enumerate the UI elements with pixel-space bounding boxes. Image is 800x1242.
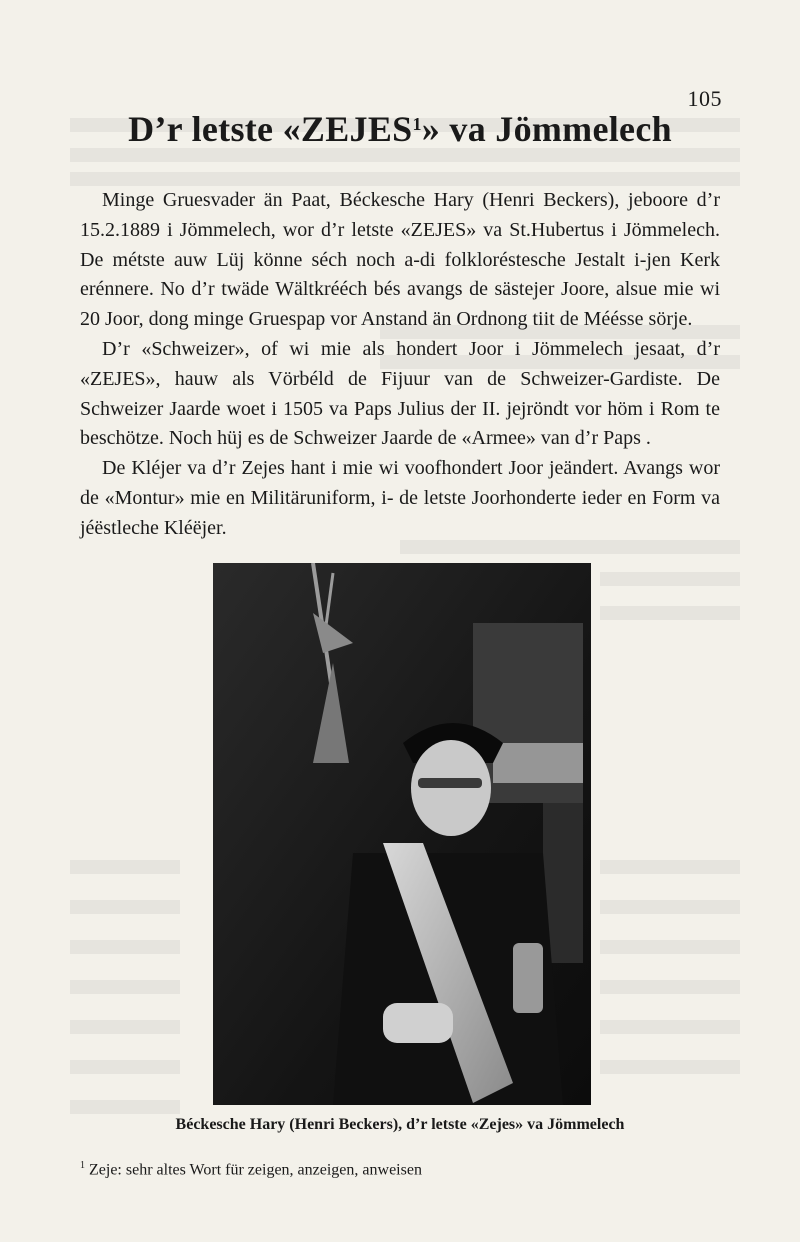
- footnote-text: Zeje: sehr altes Wort für zeigen, anzeigen, anweisen: [85, 1161, 422, 1179]
- page-title: [0, 108, 800, 150]
- page-number: 105: [687, 86, 722, 111]
- title-tail: » va Jömmelech: [421, 109, 672, 149]
- portrait-photo: [213, 563, 591, 1105]
- paragraph-2: D’r «Schweizer», of wi mie als hondert Joor i Jömmelech jesaat, d’r «ZEJES», hauw als Vörbéld de Fijuur van de Schweizer-Gardiste. De Schweizer Jaarde woet i 1505 va Paps Julius der II. jejröndt vor höm i Rom te beschötze. Noch hüj es de Schweizer Jaarde de «Armee» van d’r Paps .: [80, 337, 720, 450]
- paragraph-1: Minge Gruesvader än Paat, Béckesche Hary (Henri Beckers), jeboore d’r 15.2.1889 i Jömmelech, wor d’r letste «ZEJES» va St.Hubertus i Jömmelech. De métste auw Lüj könne séch noch a-di folkloréstesche Jestalt i-jen Kerk erénnere. No d’r twäde Wältkrééch bés avangs de sästejer Joore, alsue mie wi 20 Joor, dong minge Gruespap vor Anstand än Ordnong tiit de Méésse sörje.: [80, 189, 720, 331]
- title-main: D’r letste «ZEJES: [128, 109, 413, 149]
- portrait-photo-icon: [213, 563, 591, 1105]
- paragraph-3: De Kléjer va d’r Zejes hant i mie wi voofhondert Joor jeändert. Avangs wor de «Montur» mie en Militäruniform, i- de letste Joorhonderte ieder en Form va jéëstleche Kléëjer.: [80, 457, 720, 539]
- photo-caption: Béckesche Hary (Henri Beckers), d’r letste «Zejes» va Jömmelech: [175, 1116, 625, 1133]
- title-footnote-marker: 1: [412, 114, 422, 134]
- footnote-marker: 1: [80, 1160, 85, 1171]
- footnote: [80, 1160, 720, 1179]
- article-body: [80, 186, 720, 544]
